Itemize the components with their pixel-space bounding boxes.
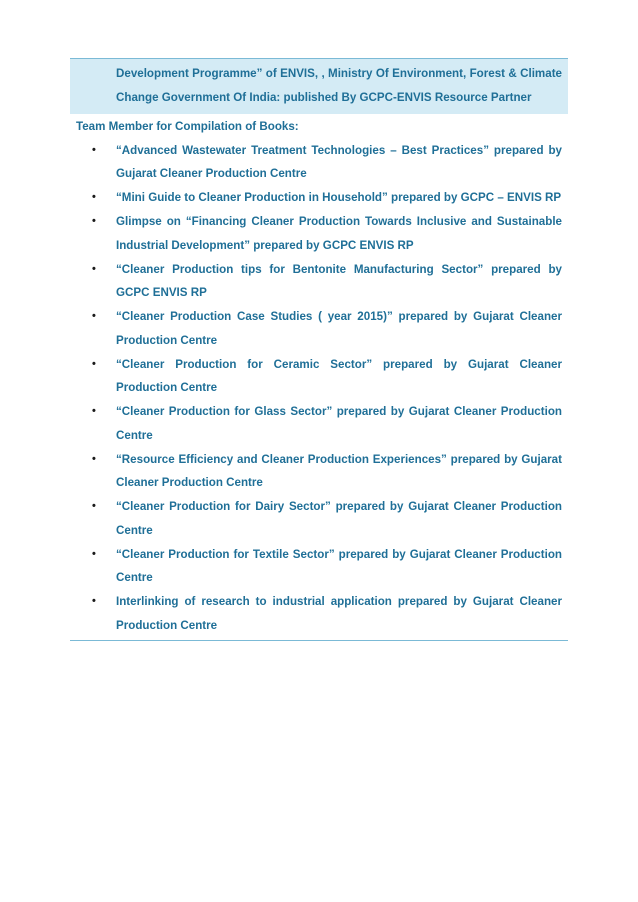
list-item (70, 139, 568, 186)
list-item (70, 543, 568, 590)
bullet-icon: • (92, 500, 96, 512)
book-title: “Cleaner Production for Ceramic Sector” prepared by Gujarat Cleaner Production Centre (116, 357, 562, 394)
book-title: “Advanced Wastewater Treatment Technologies – Best Practices” prepared by Gujarat Cleaner Production Centre (116, 143, 562, 180)
book-list (70, 139, 568, 638)
bullet-icon: • (92, 357, 96, 370)
bullet-icon: • (92, 595, 96, 607)
section-heading: Team Member for Compilation of Books: (76, 120, 299, 133)
book-title: Interlinking of research to industrial application prepared by Gujarat Cleaner Production Centre (116, 595, 562, 632)
book-title: “Cleaner Production for Dairy Sector” prepared by Gujarat Cleaner Production Centre (116, 500, 562, 537)
list-item (70, 448, 568, 495)
bullet-icon: • (92, 547, 96, 560)
book-title: “Cleaner Production for Glass Sector” prepared by Gujarat Cleaner Production Centre (116, 405, 562, 442)
book-title: “Cleaner Production tips for Bentonite Manufacturing Sector” prepared by GCPC ENVIS RP (116, 262, 562, 299)
book-title: “Resource Efficiency and Cleaner Production Experiences” prepared by Gujarat Cleaner Production Centre (116, 452, 562, 489)
bullet-icon: • (92, 310, 96, 322)
bullet-icon: • (92, 405, 96, 417)
book-title: “Cleaner Production for Textile Sector” prepared by Gujarat Cleaner Production Centre (116, 547, 562, 584)
list-item (70, 400, 568, 447)
bullet-icon: • (92, 215, 96, 227)
bullet-icon: • (92, 452, 96, 465)
list-item (70, 590, 568, 637)
bullet-icon: • (92, 143, 96, 156)
list-item (70, 186, 568, 210)
document-page (70, 58, 568, 641)
book-title: “Cleaner Production Case Studies ( year 2015)” prepared by Gujarat Cleaner Production Centre (116, 310, 562, 347)
book-title: “Mini Guide to Cleaner Production in Household” prepared by GCPC – ENVIS RP (116, 191, 562, 204)
highlight-line-1: Development Programme” of ENVIS, , Ministry Of Environment, Forest & Climate (116, 67, 562, 80)
list-item (70, 210, 568, 257)
bullet-icon: • (92, 262, 96, 275)
list-item (70, 495, 568, 542)
book-title: Glimpse on “Financing Cleaner Production Towards Inclusive and Sustainable Industrial Development” prepared by GCPC ENVIS RP (116, 215, 562, 252)
bottom-divider (70, 640, 568, 641)
bullet-icon: • (92, 191, 96, 203)
list-item (70, 353, 568, 400)
highlight-line-2: Change Government Of India: published By GCPC-ENVIS Resource Partner (116, 90, 532, 104)
highlighted-publication-block (70, 59, 568, 114)
list-item (70, 305, 568, 352)
list-item (70, 258, 568, 305)
